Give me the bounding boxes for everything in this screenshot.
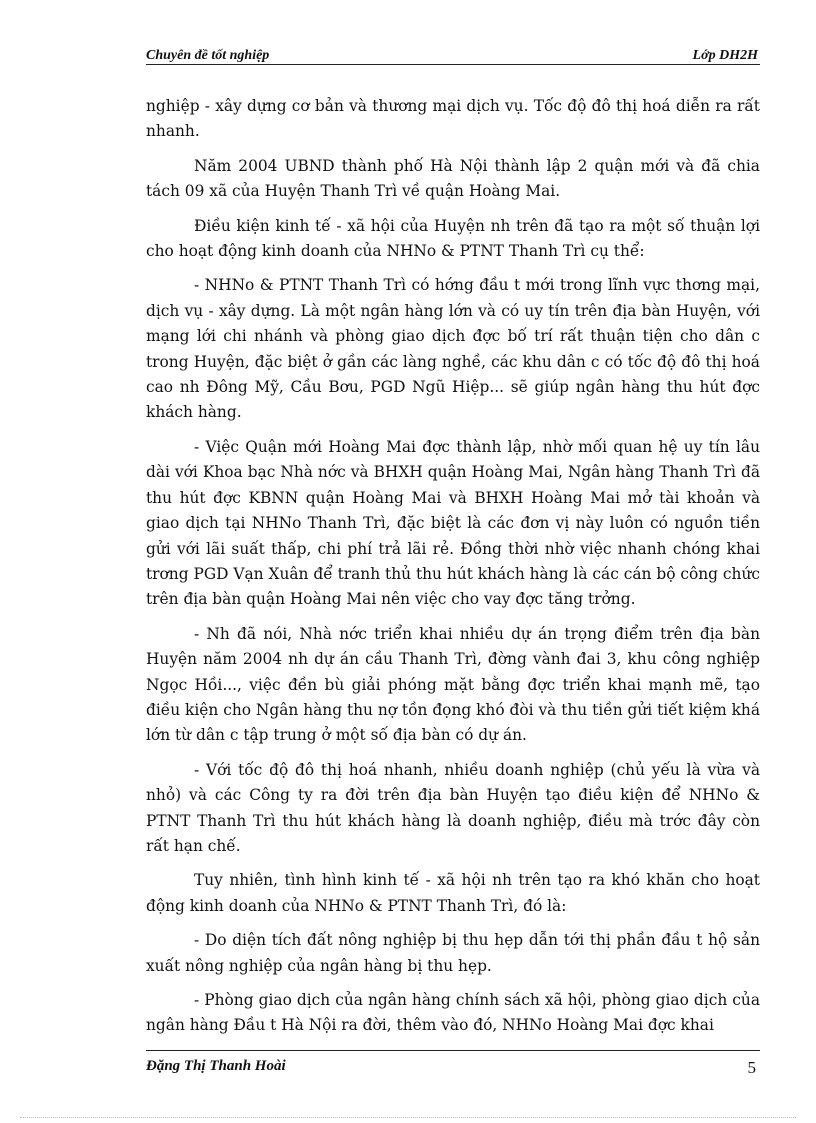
paragraph: Năm 2004 UBND thành phố Hà Nội thành lập 2 quận mới và đã chia tách 09 xã của Huyện Thanh Trì về quận Hoàng Mai. [146, 156, 760, 201]
page-break-line [20, 1117, 796, 1118]
paragraph-bullet: - Do diện tích đất nông nghiệp bị thu hẹp dẫn tới thị phần đầu t hộ sản xuất nông nghiệp của ngân hàng bị thu hẹp. [146, 931, 760, 975]
paragraph-bullet: - NHNo & PTNT Thanh Trì có hớng đầu t mới trong lĩnh vực thơng mại, dịch vụ - xây dựng. Là một ngân hàng lớn và có uy tín trên địa bàn Huyện, với mạng lới chi nhánh và phòng giao dịch đợc bố trí rất thuận tiện cho dân c trong Huyện, đặc biệt ở gần các làng nghề, các khu dân c có tốc độ đô thị hoá cao nh Đông Mỹ, Cầu Bơu, PGD Ngũ Hiệp... sẽ giúp ngân hàng thu hút đợc khách hàng. [146, 276, 760, 422]
header-divider [146, 64, 760, 65]
paragraph: Điều kiện kinh tế - xã hội của Huyện nh trên đã tạo ra một số thuận lợi cho hoạt động kinh doanh của NHNo & PTNT Thanh Trì cụ thể: [146, 216, 760, 261]
page-header [146, 48, 758, 68]
header-class-code: Lớp DH2H [692, 48, 758, 63]
paragraph-bullet: - Việc Quận mới Hoàng Mai đợc thành lập, nhờ mối quan hệ uy tín lâu dài với Khoa bạc Nhà nớc và BHXH quận Hoàng Mai, Ngân hàng Thanh Trì đã thu hút đợc KBNN quận Hoàng Mai và BHXH Hoàng Mai mở tài khoản và giao dịch tại NHNo Thanh Trì, đặc biệt là các đơn vị này luôn có nguồn tiền gửi với lãi suất thấp, chi phí trả lãi rẻ. Đồng thời nhờ việc nhanh chóng khai trơng PGD Vạn Xuân để tranh thủ thu hút khách hàng là các cán bộ công chức trên địa bàn quận Hoàng Mai nên việc cho vay đợc tăng trởng. [146, 437, 760, 609]
paragraph-bullet: - Phòng giao dịch của ngân hàng chính sách xã hội, phòng giao dịch của ngân hàng Đầu t Hà Nội ra đời, thêm vào đó, NHNo Hoàng Mai đợc khai [146, 991, 760, 1035]
page-number: 5 [747, 1058, 756, 1077]
header-document-title: Chuyên đề tốt nghiệp [146, 48, 270, 63]
document-body [146, 94, 760, 1048]
paragraph-bullet: - Nh đã nói, Nhà nớc triển khai nhiều dự án trọng điểm trên địa bàn Huyện năm 2004 nh dự án cầu Thanh Trì, đờng vành đai 3, khu công nghiệp Ngọc Hồi..., việc đền bù giải phóng mặt bằng đợc triển khai mạnh mẽ, tạo điều kiện cho Ngân hàng thu nợ tồn đọng khó đòi và thu tiền gửi tiết kiệm khá lớn từ dân c tập trung ở một số địa bàn có dự án. [146, 624, 760, 745]
paragraph-continuation: nghiệp - xây dựng cơ bản và thương mại dịch vụ. Tốc độ đô thị hoá diễn ra rất nhanh. [146, 97, 760, 141]
footer-divider [146, 1050, 760, 1051]
paragraph: Tuy nhiên, tình hình kinh tế - xã hội nh trên tạo ra khó khăn cho hoạt động kinh doanh của NHNo & PTNT Thanh Trì, đó là: [146, 871, 760, 915]
footer-author: Đặng Thị Thanh Hoài [146, 1058, 286, 1074]
paragraph-bullet: - Với tốc độ đô thị hoá nhanh, nhiều doanh nghiệp (chủ yếu là vừa và nhỏ) và các Công ty ra đời trên địa bàn Huyện tạo điều kiện để NHNo & PTNT Thanh Trì thu hút khách hàng là doanh nghiệp, điều mà trớc đây còn rất hạn chế. [146, 760, 760, 855]
